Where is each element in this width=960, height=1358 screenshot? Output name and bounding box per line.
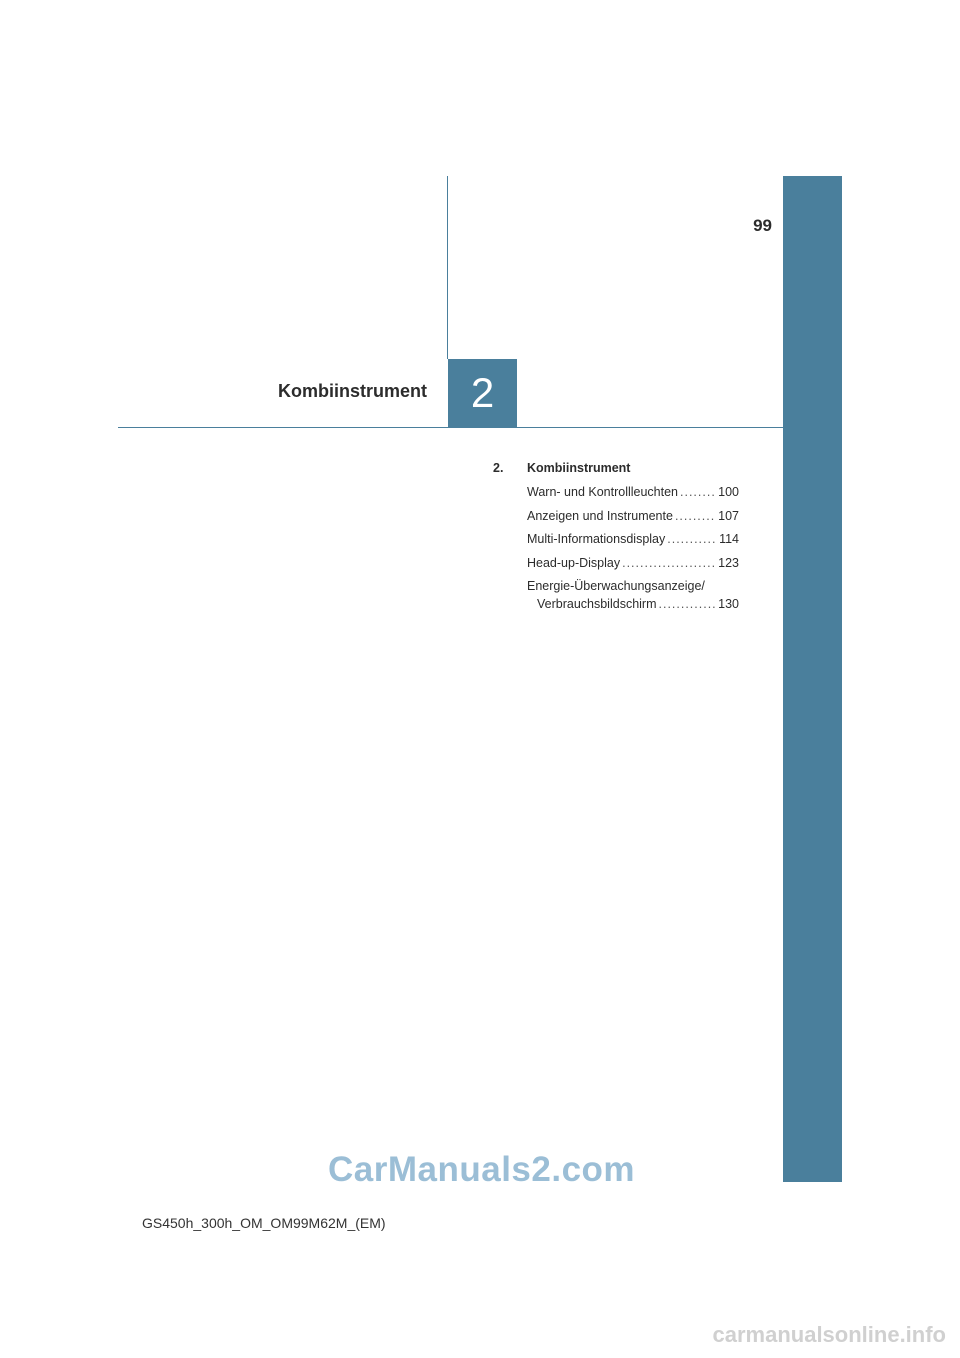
toc-entry-label-line1: Energie-Überwachungsanzeige/ xyxy=(527,579,705,593)
document-code: GS450h_300h_OM_OM99M62M_(EM) xyxy=(142,1215,386,1231)
chapter-number-box xyxy=(448,359,517,427)
toc-section-title: Kombiinstrument xyxy=(527,461,631,475)
toc-section-number: 2. xyxy=(493,461,504,475)
chapter-title: Kombiinstrument xyxy=(277,381,427,401)
watermark-carmanualsonline: carmanualsonline.info xyxy=(712,1322,946,1347)
toc-entry-page: 107 xyxy=(718,508,739,523)
toc-entry-page: 123 xyxy=(718,555,739,570)
toc-entry-page: 100 xyxy=(718,485,739,499)
table-of-contents xyxy=(493,461,739,621)
toc-entry-warn-kontrollleuchten[interactable] xyxy=(527,485,739,503)
header-horizontal-rule xyxy=(118,427,783,428)
toc-entry-label: Warn- und Kontrollleuchten xyxy=(527,485,679,499)
toc-entry-leader xyxy=(675,509,716,523)
toc-entry-line2 xyxy=(537,597,739,615)
toc-entry-label: Anzeigen und Instrumente xyxy=(527,508,673,523)
header-vertical-rule xyxy=(447,176,448,359)
toc-entry-head-up-display[interactable] xyxy=(527,556,739,574)
toc-entry-anzeigen-instrumente[interactable] xyxy=(527,509,739,527)
toc-entry-leader xyxy=(659,597,717,611)
chapter-side-tab xyxy=(783,176,842,1182)
toc-entry-label-line2: Verbrauchsbildschirm xyxy=(537,597,657,611)
toc-entry-leader xyxy=(622,556,716,570)
toc-entry-multi-informationsdisplay[interactable] xyxy=(527,532,739,550)
toc-entry-page: 130 xyxy=(718,597,739,611)
toc-entry-energie-ueberwachung[interactable] xyxy=(527,579,739,615)
toc-section-heading xyxy=(493,461,739,479)
chapter-number: 2 xyxy=(470,369,495,416)
toc-entry-label: Multi-Informationsdisplay xyxy=(527,532,666,546)
toc-entry-label: Head-up-Display xyxy=(527,555,621,570)
watermark-carmanuals2: CarManuals2.com xyxy=(328,1150,636,1189)
page-number: 99 xyxy=(753,216,772,235)
toc-entry-leader xyxy=(680,485,716,499)
toc-entry-leader xyxy=(667,532,717,546)
toc-entry-page: 114 xyxy=(719,532,739,546)
